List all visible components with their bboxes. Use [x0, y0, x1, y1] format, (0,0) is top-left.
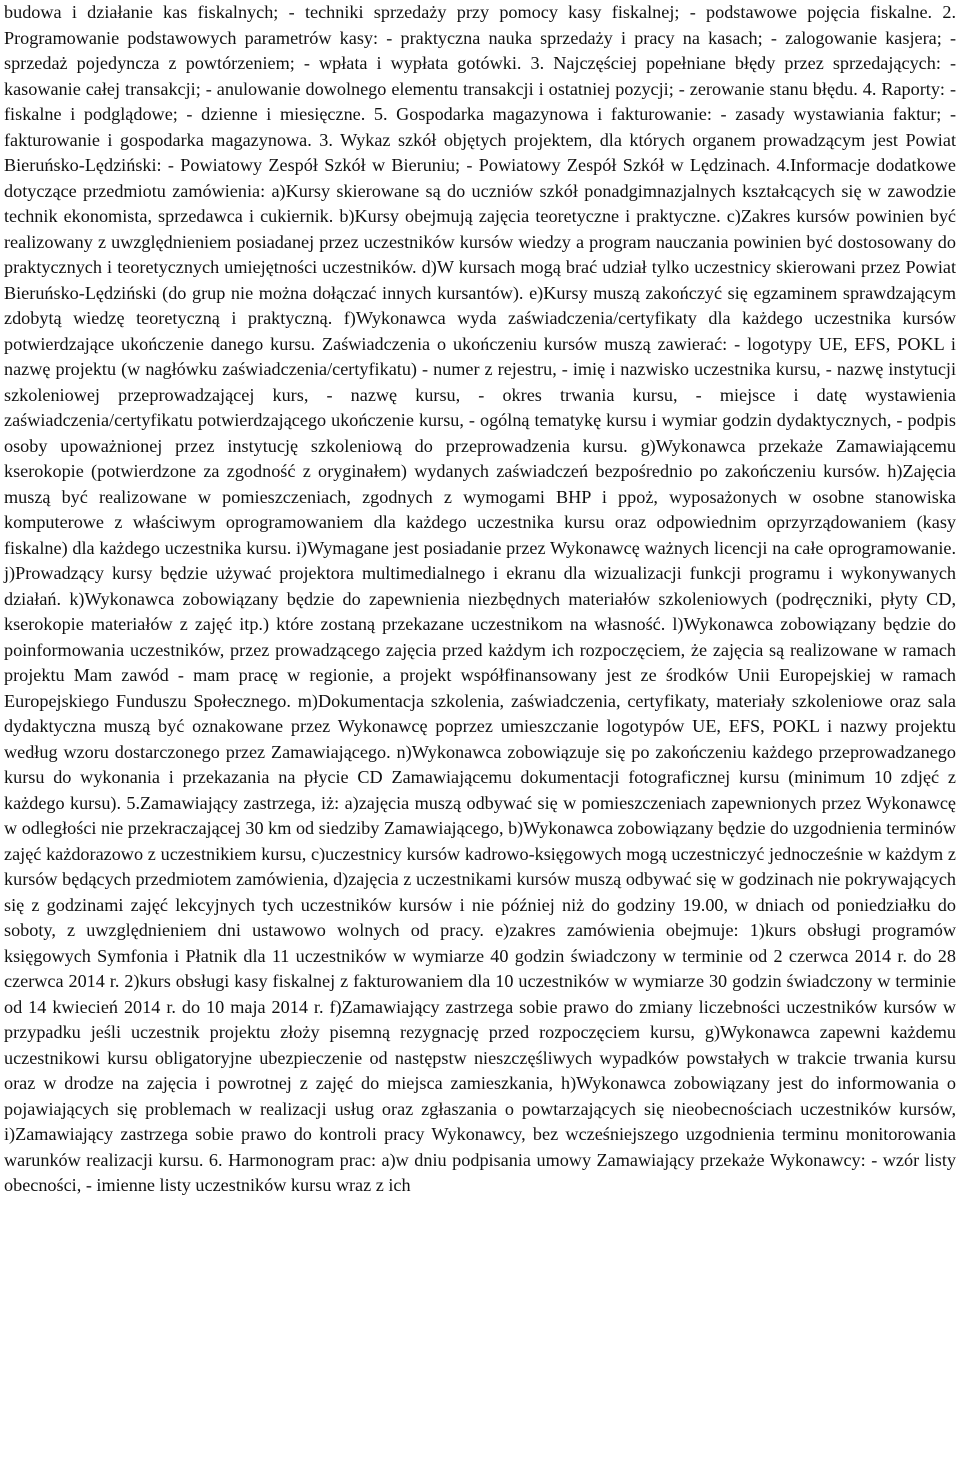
document-body-text: budowa i działanie kas fiskalnych; - techniki sprzedaży przy pomocy kasy fiskalnej; - podstawowe pojęcia fiskalne. 2. Programowanie podstawowych parametrów kasy: - praktyczna nauka sprzedaży i pracy na kasach; - zalogowanie kasjera; - sprzedaż pojedyncza z powtórzeniem; - wpłata i wypłata gotówki. 3. Najczęściej popełniane błędy przez sprzedających: - kasowanie całej transakcji; - anulowanie dowolnego elementu transakcji i ostatniej pozycji; - zerowanie stanu błędu. 4. Raporty: - fiskalne i podglądowe; - dzienne i miesięczne. 5. Gospodarka magazynowa i fakturowanie: - zasady wystawiania faktur; - fakturowanie i gospodarka magazynowa. 3. Wykaz szkół objętych projektem, dla których organem prowadzącym jest Powiat Bieruńsko-Lędziński: - Powiatowy Zespół Szkół w Bieruniu; - Powiatowy Zespół Szkół w Lędzinach. 4.Informacje dodatkowe dotyczące przedmiotu zamówienia: a)Kursy skierowane są do uczniów szkół ponadgimnazjalnych kształcących się w zawodzie technik ekonomista, sprzedawca i cukiernik. b)Kursy obejmują zajęcia teoretyczne i praktyczne. c)Zakres kursów powinien być realizowany z uwzględnieniem posiadanej przez uczestników kursów wiedzy a program nauczania powinien być dostosowany do praktycznych i teoretycznych umiejętności uczestników. d)W kursach mogą brać udział tylko uczestnicy skierowani przez Powiat Bieruńsko-Lędziński (do grup nie można dołączać innych kursantów). e)Kursy muszą zakończyć się egzaminem sprawdzającym zdobytą wiedzę teoretyczną i praktyczną. f)Wykonawca wyda zaświadczenia/certyfikaty dla każdego uczestnika kursów potwierdzające ukończenie danego kursu. Zaświadczenia o ukończeniu kursów muszą zawierać: - logotypy UE, EFS, POKL i nazwę projektu (w nagłówku zaświadczenia/certyfikatu) - numer z rejestru, - imię i nazwisko uczestnika kursu, - nazwę instytucji szkoleniowej przeprowadzającej kurs, - nazwę kursu, - okres trwania kursu, - miejsce i datę wystawienia zaświadczenia/certyfikatu potwierdzającego ukończenie kursu, - ogólną tematykę kursu i wymiar godzin dydaktycznych, - podpis osoby upoważnionej przez instytucję szkoleniową do przeprowadzenia kursu. g)Wykonawca przekaże Zamawiającemu kserokopie (potwierdzone za zgodność z oryginałem) wydanych zaświadczeń bezpośrednio po zakończeniu kursów. h)Zajęcia muszą być realizowane w pomieszczeniach, zgodnych z wymogami BHP i ppoż, wyposażonych w osobne stanowiska komputerowe z właściwym oprogramowaniem dla każdego uczestnika kursu oraz odpowiednim oprzyrządowaniem (kasy fiskalne) dla każdego uczestnika kursu. i)Wymagane jest posiadanie przez Wykonawcę ważnych licencji na całe oprogramowanie. j)Prowadzący kursy będzie używać projektora multimedialnego i ekranu dla wizualizacji funkcji programu i wykonywanych działań. k)Wykonawca zobowiązany będzie do zapewnienia niezbędnych materiałów szkoleniowych (podręczniki, płyty CD, kserokopie materiałów z zajęć itp.) które zostaną przekazane uczestnikom na własność. l)Wykonawca zobowiązany będzie do poinformowania uczestników, przez prowadzącego zajęcia przed każdym ich rozpoczęciem, że zajęcia są realizowane w ramach projektu Mam zawód - mam pracę w regionie, a projekt współfinansowany jest ze środków Unii Europejskiej w ramach Europejskiego Funduszu Społecznego. m)Dokumentacja szkolenia, zaświadczenia, certyfikaty, materiały szkoleniowe oraz sala dydaktyczna muszą być oznakowane przez Wykonawcę poprzez umieszczanie logotypów UE, EFS, POKL i nazwy projektu według wzoru dostarczonego przez Zamawiającego. n)Wykonawca zobowiązuje się po zakończeniu każdego przeprowadzanego kursu do wykonania i przekazania na płycie CD Zamawiającemu dokumentacji fotograficznej kursu (minimum 10 zdjęć z każdego kursu). 5.Zamawiający zastrzega, iż: a)zajęcia muszą odbywać się w pomieszczeniach zapewnionych przez Wykonawcę w odległości nie przekraczającej 30 km od siedziby Zamawiającego, b)Wykonawca zobowiązany będzie do uzgodnienia terminów zajęć każdorazowo z uczestnikiem kursu, c)uczestnicy kursów kadrowo-księgowych mogą uczestniczyć jednocześnie w każdym z kursów będących przedmiotem zamówienia, d)zajęcia z uczestnikami kursów muszą odbywać się w godzinach nie pokrywających się z godzinami zajęć lekcyjnych tych uczestników kursów i nie później niż do godziny 19.00, w dniach od poniedziałku do soboty, z uwzględnieniem dni ustawowo wolnych od pracy. e)zakres zamówienia obejmuje: 1)kurs obsługi programów księgowych Symfonia i Płatnik dla 11 uczestników w wymiarze 40 godzin świadczony w terminie od 2 czerwca 2014 r. do 28 czerwca 2014 r. 2)kurs obsługi kasy fiskalnej z fakturowaniem dla 10 uczestników w wymiarze 30 godzin świadczony w terminie od 14 kwiecień 2014 r. do 10 maja 2014 r. f)Zamawiający zastrzega sobie prawo do zmiany liczebności uczestników kursów w przypadku jeśli uczestnik projektu złoży pisemną rezygnację przed rozpoczęciem kursu, g)Wykonawca zapewni każdemu uczestnikowi kursu obligatoryjne ubezpieczenie od następstw nieszczęśliwych wypadków powstałych w trakcie trwania kursu oraz w drodze na zajęcia i powrotnej z zajęć do miejsca zamieszkania, h)Wykonawca zobowiązany jest do informowania o pojawiających się problemach w realizacji usług oraz zgłaszania o powtarzających się nieobecnościach uczestników kursów, i)Zamawiający zastrzega sobie prawo do kontroli pracy Wykonawcy, bez wcześniejszego uzgodnienia terminu monitorowania warunków realizacji kursu. 6. Harmonogram prac: a)w dniu podpisania umowy Zamawiający przekaże Wykonawcy: - wzór listy obecności, - imienne listy uczestników kursu wraz z ich [4, 2, 956, 1195]
